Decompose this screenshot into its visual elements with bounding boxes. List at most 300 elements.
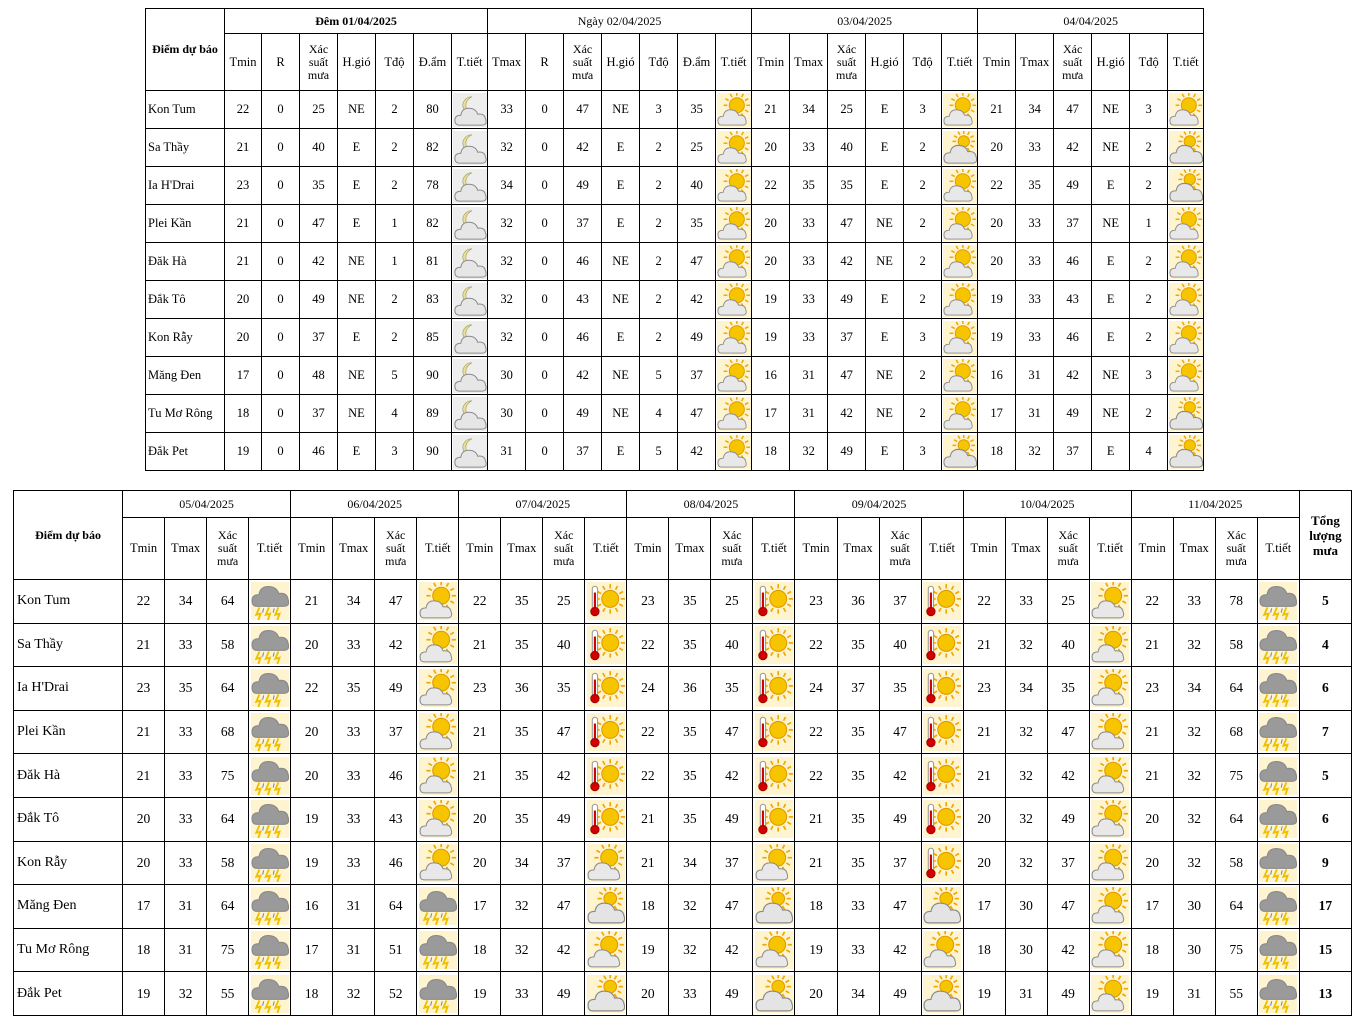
cell-value: NE bbox=[1092, 205, 1130, 243]
cell-value: 18 bbox=[225, 395, 262, 433]
hot-icon bbox=[921, 667, 963, 711]
thunder-icon bbox=[249, 885, 291, 929]
sunny-cloudy-icon bbox=[1089, 754, 1131, 798]
cell-value: 21 bbox=[1131, 710, 1173, 754]
location-name: Đăk Hà bbox=[14, 754, 123, 798]
cell-value: 20 bbox=[963, 841, 1005, 885]
sunny-cloudy-icon bbox=[716, 357, 752, 395]
cell-value: E bbox=[1092, 319, 1130, 357]
total-rain-value: 9 bbox=[1299, 841, 1351, 885]
cell-value: 23 bbox=[459, 667, 501, 711]
cell-value: 35 bbox=[837, 797, 879, 841]
cell-value: 25 bbox=[678, 129, 716, 167]
cell-value: 20 bbox=[291, 754, 333, 798]
cell-value: 33 bbox=[165, 623, 207, 667]
cell-value: 42 bbox=[1054, 357, 1092, 395]
cell-value: 47 bbox=[1054, 91, 1092, 129]
cell-value: 40 bbox=[300, 129, 338, 167]
cell-value: E bbox=[602, 167, 640, 205]
cell-value: 64 bbox=[207, 580, 249, 624]
location-name: Đắk Pet bbox=[14, 972, 123, 1016]
column-header: Tmin bbox=[752, 34, 790, 91]
cell-value: 2 bbox=[640, 205, 678, 243]
cell-value: 33 bbox=[333, 797, 375, 841]
thunder-icon bbox=[249, 754, 291, 798]
cell-value: 18 bbox=[963, 928, 1005, 972]
cell-value: 18 bbox=[795, 885, 837, 929]
cell-value: 22 bbox=[795, 710, 837, 754]
cell-value: 49 bbox=[711, 972, 753, 1016]
cell-value: 20 bbox=[978, 243, 1016, 281]
cell-value: 31 bbox=[1016, 395, 1054, 433]
cell-value: 18 bbox=[1131, 928, 1173, 972]
cell-value: 33 bbox=[1173, 580, 1215, 624]
thunder-icon bbox=[1257, 797, 1299, 841]
day-header: Ngày 02/04/2025 bbox=[488, 9, 752, 34]
sunny-cloudy-icon bbox=[753, 928, 795, 972]
table-row bbox=[14, 754, 1352, 798]
cell-value: NE bbox=[338, 243, 376, 281]
cell-value: 2 bbox=[904, 205, 942, 243]
night-cloudy-icon bbox=[452, 357, 488, 395]
sunny-cloudy-icon bbox=[417, 710, 459, 754]
cell-value: 31 bbox=[1173, 972, 1215, 1016]
cell-value: 32 bbox=[1005, 797, 1047, 841]
cell-value: 30 bbox=[1005, 928, 1047, 972]
cell-value: 64 bbox=[207, 667, 249, 711]
day-header: 10/04/2025 bbox=[963, 491, 1131, 518]
partly-cloudy-icon bbox=[1168, 129, 1204, 167]
table-row bbox=[146, 357, 1204, 395]
cell-value: 32 bbox=[501, 885, 543, 929]
cell-value: 35 bbox=[501, 623, 543, 667]
cell-value: 35 bbox=[879, 667, 921, 711]
total-rain-value: 5 bbox=[1299, 754, 1351, 798]
cell-value: 0 bbox=[262, 357, 300, 395]
location-name: Đắk Tô bbox=[14, 797, 123, 841]
location-name: Plei Kần bbox=[146, 205, 225, 243]
partly-cloudy-icon bbox=[585, 972, 627, 1016]
cell-value: 25 bbox=[828, 91, 866, 129]
total-rain-value: 13 bbox=[1299, 972, 1351, 1016]
column-header: Tmin bbox=[291, 518, 333, 580]
night-cloudy-icon bbox=[452, 433, 488, 471]
cell-value: 5 bbox=[640, 357, 678, 395]
cell-value: 17 bbox=[225, 357, 262, 395]
location-name: Đắk Tô bbox=[146, 281, 225, 319]
cell-value: 33 bbox=[837, 885, 879, 929]
cell-value: 21 bbox=[1131, 754, 1173, 798]
column-header: H.gió bbox=[866, 34, 904, 91]
cell-value: NE bbox=[602, 243, 640, 281]
cell-value: 0 bbox=[262, 167, 300, 205]
cell-value: 23 bbox=[963, 667, 1005, 711]
thunder-icon bbox=[249, 841, 291, 885]
cell-value: 19 bbox=[627, 928, 669, 972]
cell-value: 31 bbox=[333, 928, 375, 972]
column-header: Xác suất mưa bbox=[828, 34, 866, 91]
cell-value: 47 bbox=[879, 885, 921, 929]
sunny-cloudy-icon bbox=[1089, 928, 1131, 972]
cell-value: 2 bbox=[640, 243, 678, 281]
cell-value: 49 bbox=[375, 667, 417, 711]
cell-value: 46 bbox=[375, 754, 417, 798]
day-header: 06/04/2025 bbox=[291, 491, 459, 518]
table-row bbox=[146, 167, 1204, 205]
cell-value: 37 bbox=[375, 710, 417, 754]
cell-value: NE bbox=[866, 395, 904, 433]
sunny-cloudy-icon bbox=[716, 319, 752, 357]
sunny-cloudy-icon bbox=[417, 841, 459, 885]
column-header: Tmin bbox=[627, 518, 669, 580]
cell-value: 2 bbox=[904, 129, 942, 167]
cell-value: 36 bbox=[837, 580, 879, 624]
cell-value: 21 bbox=[795, 841, 837, 885]
total-rain-value: 6 bbox=[1299, 667, 1351, 711]
thunder-icon bbox=[249, 797, 291, 841]
cell-value: 33 bbox=[790, 243, 828, 281]
column-header: Tmax bbox=[501, 518, 543, 580]
cell-value: 34 bbox=[837, 972, 879, 1016]
cell-value: 33 bbox=[333, 754, 375, 798]
sunny-cloudy-icon bbox=[1168, 243, 1204, 281]
cell-value: E bbox=[866, 319, 904, 357]
cell-value: 47 bbox=[711, 885, 753, 929]
cell-value: 31 bbox=[1005, 972, 1047, 1016]
total-rain-value: 7 bbox=[1299, 710, 1351, 754]
cell-value: 23 bbox=[795, 580, 837, 624]
cell-value: 35 bbox=[678, 205, 716, 243]
cell-value: 2 bbox=[640, 167, 678, 205]
sunny-cloudy-icon bbox=[417, 754, 459, 798]
cell-value: 23 bbox=[123, 667, 165, 711]
cell-value: E bbox=[602, 129, 640, 167]
table-row bbox=[14, 710, 1352, 754]
thunder-icon bbox=[417, 885, 459, 929]
cell-value: 21 bbox=[963, 754, 1005, 798]
cell-value: NE bbox=[338, 91, 376, 129]
column-header: T.tiết bbox=[1089, 518, 1131, 580]
cell-value: 32 bbox=[790, 433, 828, 471]
cell-value: 3 bbox=[904, 91, 942, 129]
cell-value: 55 bbox=[1215, 972, 1257, 1016]
cell-value: 37 bbox=[678, 357, 716, 395]
sunny-cloudy-icon bbox=[1089, 885, 1131, 929]
cell-value: 75 bbox=[207, 928, 249, 972]
table-row bbox=[14, 797, 1352, 841]
cell-value: NE bbox=[1092, 357, 1130, 395]
cell-value: E bbox=[602, 433, 640, 471]
column-header: T.tiết bbox=[452, 34, 488, 91]
column-header: Xác suất mưa bbox=[879, 518, 921, 580]
day-header: Đêm 01/04/2025 bbox=[225, 9, 488, 34]
sunny-cloudy-icon bbox=[942, 167, 978, 205]
cell-value: 47 bbox=[678, 395, 716, 433]
day-header: 03/04/2025 bbox=[752, 9, 978, 34]
cell-value: 30 bbox=[488, 357, 526, 395]
cell-value: 2 bbox=[640, 129, 678, 167]
location-name: Ia H'Drai bbox=[14, 667, 123, 711]
location-name: Măng Đen bbox=[146, 357, 225, 395]
cell-value: 20 bbox=[459, 797, 501, 841]
cell-value: 3 bbox=[376, 433, 414, 471]
cell-value: 16 bbox=[752, 357, 790, 395]
cell-value: 64 bbox=[1215, 667, 1257, 711]
column-header: Tđộ bbox=[904, 34, 942, 91]
cell-value: 40 bbox=[879, 623, 921, 667]
cell-value: 49 bbox=[1047, 797, 1089, 841]
cell-value: 49 bbox=[828, 433, 866, 471]
column-header: Tđộ bbox=[376, 34, 414, 91]
cell-value: 2 bbox=[376, 281, 414, 319]
cell-value: E bbox=[1092, 243, 1130, 281]
cell-value: 24 bbox=[627, 667, 669, 711]
cell-value: 90 bbox=[414, 433, 452, 471]
cell-value: 19 bbox=[978, 281, 1016, 319]
cell-value: 21 bbox=[225, 129, 262, 167]
cell-value: 49 bbox=[300, 281, 338, 319]
column-header: Tmax bbox=[1016, 34, 1054, 91]
cell-value: 42 bbox=[564, 129, 602, 167]
night-cloudy-icon bbox=[452, 243, 488, 281]
forecast-table-extended bbox=[13, 490, 1352, 1016]
cell-value: 2 bbox=[376, 91, 414, 129]
cell-value: 24 bbox=[795, 667, 837, 711]
location-name: Tu Mơ Rông bbox=[14, 928, 123, 972]
cell-value: 42 bbox=[828, 243, 866, 281]
hot-icon bbox=[585, 710, 627, 754]
cell-value: 37 bbox=[543, 841, 585, 885]
cell-value: 33 bbox=[790, 205, 828, 243]
column-header: Tmin bbox=[225, 34, 262, 91]
cell-value: 47 bbox=[828, 205, 866, 243]
cell-value: 49 bbox=[1047, 972, 1089, 1016]
cell-value: NE bbox=[338, 281, 376, 319]
cell-value: 89 bbox=[414, 395, 452, 433]
night-cloudy-icon bbox=[452, 319, 488, 357]
thunder-icon bbox=[249, 710, 291, 754]
cell-value: 55 bbox=[207, 972, 249, 1016]
cell-value: 33 bbox=[790, 319, 828, 357]
cell-value: 46 bbox=[1054, 319, 1092, 357]
cell-value: 22 bbox=[627, 623, 669, 667]
cell-value: 32 bbox=[333, 972, 375, 1016]
cell-value: 37 bbox=[1054, 205, 1092, 243]
column-header: Tmax bbox=[1005, 518, 1047, 580]
sunny-cloudy-icon bbox=[942, 91, 978, 129]
cell-value: 31 bbox=[165, 885, 207, 929]
column-header: Tmax bbox=[837, 518, 879, 580]
cell-value: 58 bbox=[207, 841, 249, 885]
cell-value: 58 bbox=[1215, 623, 1257, 667]
cell-value: 68 bbox=[1215, 710, 1257, 754]
cell-value: 19 bbox=[123, 972, 165, 1016]
hot-icon bbox=[921, 841, 963, 885]
cell-value: 4 bbox=[1130, 433, 1168, 471]
column-header: Tmax bbox=[488, 34, 526, 91]
cell-value: 17 bbox=[291, 928, 333, 972]
partly-cloudy-icon bbox=[942, 433, 978, 471]
cell-value: 21 bbox=[978, 91, 1016, 129]
cell-value: 32 bbox=[1005, 841, 1047, 885]
cell-value: 35 bbox=[837, 841, 879, 885]
cell-value: 35 bbox=[837, 710, 879, 754]
cell-value: 35 bbox=[501, 754, 543, 798]
column-header: R bbox=[526, 34, 564, 91]
cell-value: 21 bbox=[123, 754, 165, 798]
cell-value: 0 bbox=[526, 395, 564, 433]
cell-value: NE bbox=[602, 395, 640, 433]
sunny-cloudy-icon bbox=[1168, 91, 1204, 129]
location-header: Điểm dự báo bbox=[146, 9, 225, 91]
cell-value: 4 bbox=[376, 395, 414, 433]
column-header: R bbox=[262, 34, 300, 91]
thunder-icon bbox=[417, 972, 459, 1016]
cell-value: 35 bbox=[837, 623, 879, 667]
cell-value: E bbox=[602, 205, 640, 243]
cell-value: 0 bbox=[262, 319, 300, 357]
table-row bbox=[14, 841, 1352, 885]
partly-cloudy-icon bbox=[1168, 433, 1204, 471]
cell-value: 42 bbox=[879, 928, 921, 972]
sunny-cloudy-icon bbox=[942, 205, 978, 243]
cell-value: 16 bbox=[978, 357, 1016, 395]
cell-value: 30 bbox=[1005, 885, 1047, 929]
thunder-icon bbox=[1257, 710, 1299, 754]
cell-value: 35 bbox=[678, 91, 716, 129]
cell-value: 75 bbox=[207, 754, 249, 798]
cell-value: 25 bbox=[711, 580, 753, 624]
thunder-icon bbox=[1257, 972, 1299, 1016]
column-header: Tmax bbox=[790, 34, 828, 91]
cell-value: 37 bbox=[837, 667, 879, 711]
night-cloudy-icon bbox=[452, 129, 488, 167]
cell-value: 78 bbox=[1215, 580, 1257, 624]
thunder-icon bbox=[1257, 580, 1299, 624]
cell-value: 37 bbox=[300, 319, 338, 357]
sunny-cloudy-icon bbox=[716, 129, 752, 167]
hot-icon bbox=[753, 667, 795, 711]
hot-icon bbox=[585, 754, 627, 798]
cell-value: 32 bbox=[1173, 797, 1215, 841]
column-header: Đ.ẩm bbox=[414, 34, 452, 91]
table-row bbox=[146, 281, 1204, 319]
cell-value: 42 bbox=[300, 243, 338, 281]
cell-value: 21 bbox=[459, 623, 501, 667]
cell-value: 17 bbox=[978, 395, 1016, 433]
cell-value: 64 bbox=[375, 885, 417, 929]
cell-value: 2 bbox=[904, 167, 942, 205]
cell-value: 78 bbox=[414, 167, 452, 205]
hot-icon bbox=[753, 797, 795, 841]
cell-value: 35 bbox=[501, 580, 543, 624]
cell-value: 21 bbox=[1131, 623, 1173, 667]
cell-value: 22 bbox=[627, 754, 669, 798]
sunny-cloudy-icon bbox=[1089, 580, 1131, 624]
day-header: 07/04/2025 bbox=[459, 491, 627, 518]
cell-value: 20 bbox=[752, 129, 790, 167]
cell-value: 33 bbox=[488, 91, 526, 129]
night-cloudy-icon bbox=[452, 395, 488, 433]
total-rain-value: 15 bbox=[1299, 928, 1351, 972]
cell-value: 32 bbox=[1173, 841, 1215, 885]
cell-value: 33 bbox=[1005, 580, 1047, 624]
sunny-cloudy-icon bbox=[585, 928, 627, 972]
cell-value: 0 bbox=[526, 91, 564, 129]
cell-value: 35 bbox=[1016, 167, 1054, 205]
location-name: Kon Rẫy bbox=[14, 841, 123, 885]
cell-value: 2 bbox=[376, 319, 414, 357]
cell-value: 80 bbox=[414, 91, 452, 129]
cell-value: 2 bbox=[376, 129, 414, 167]
cell-value: 5 bbox=[640, 433, 678, 471]
table-row bbox=[146, 129, 1204, 167]
cell-value: 16 bbox=[291, 885, 333, 929]
cell-value: 35 bbox=[501, 797, 543, 841]
column-header: H.gió bbox=[1092, 34, 1130, 91]
cell-value: 34 bbox=[790, 91, 828, 129]
cell-value: 47 bbox=[1047, 885, 1089, 929]
cell-value: 18 bbox=[123, 928, 165, 972]
cell-value: 34 bbox=[1173, 667, 1215, 711]
cell-value: 47 bbox=[543, 710, 585, 754]
column-header: T.tiết bbox=[921, 518, 963, 580]
column-header: Tmax bbox=[333, 518, 375, 580]
total-rain-header: Tổng lượng mưa bbox=[1299, 491, 1351, 580]
cell-value: 32 bbox=[1173, 754, 1215, 798]
cell-value: 20 bbox=[627, 972, 669, 1016]
cell-value: E bbox=[1092, 433, 1130, 471]
cell-value: 42 bbox=[711, 928, 753, 972]
cell-value: 46 bbox=[375, 841, 417, 885]
hot-icon bbox=[585, 667, 627, 711]
forecast-table-short-range bbox=[145, 8, 1204, 471]
location-name: Măng Đen bbox=[14, 885, 123, 929]
thunder-icon bbox=[249, 928, 291, 972]
total-rain-value: 6 bbox=[1299, 797, 1351, 841]
cell-value: 19 bbox=[978, 319, 1016, 357]
thunder-icon bbox=[249, 580, 291, 624]
cell-value: 20 bbox=[123, 797, 165, 841]
cell-value: 47 bbox=[300, 205, 338, 243]
cell-value: 18 bbox=[752, 433, 790, 471]
cell-value: 2 bbox=[1130, 395, 1168, 433]
column-header: Xác suất mưa bbox=[207, 518, 249, 580]
cell-value: 21 bbox=[752, 91, 790, 129]
cell-value: 49 bbox=[543, 972, 585, 1016]
cell-value: 64 bbox=[207, 885, 249, 929]
cell-value: 40 bbox=[828, 129, 866, 167]
sunny-cloudy-icon bbox=[585, 841, 627, 885]
cell-value: 34 bbox=[1016, 91, 1054, 129]
cell-value: E bbox=[866, 91, 904, 129]
cell-value: 47 bbox=[678, 243, 716, 281]
cell-value: 1 bbox=[376, 243, 414, 281]
cell-value: 32 bbox=[488, 129, 526, 167]
cell-value: 2 bbox=[904, 281, 942, 319]
column-header: Tmax bbox=[669, 518, 711, 580]
cell-value: 36 bbox=[501, 667, 543, 711]
cell-value: 0 bbox=[262, 129, 300, 167]
cell-value: 32 bbox=[501, 928, 543, 972]
sunny-cloudy-icon bbox=[716, 395, 752, 433]
cell-value: 37 bbox=[564, 433, 602, 471]
cell-value: 2 bbox=[640, 281, 678, 319]
sunny-cloudy-icon bbox=[1089, 710, 1131, 754]
cell-value: 19 bbox=[225, 433, 262, 471]
cell-value: 48 bbox=[300, 357, 338, 395]
cell-value: 20 bbox=[459, 841, 501, 885]
